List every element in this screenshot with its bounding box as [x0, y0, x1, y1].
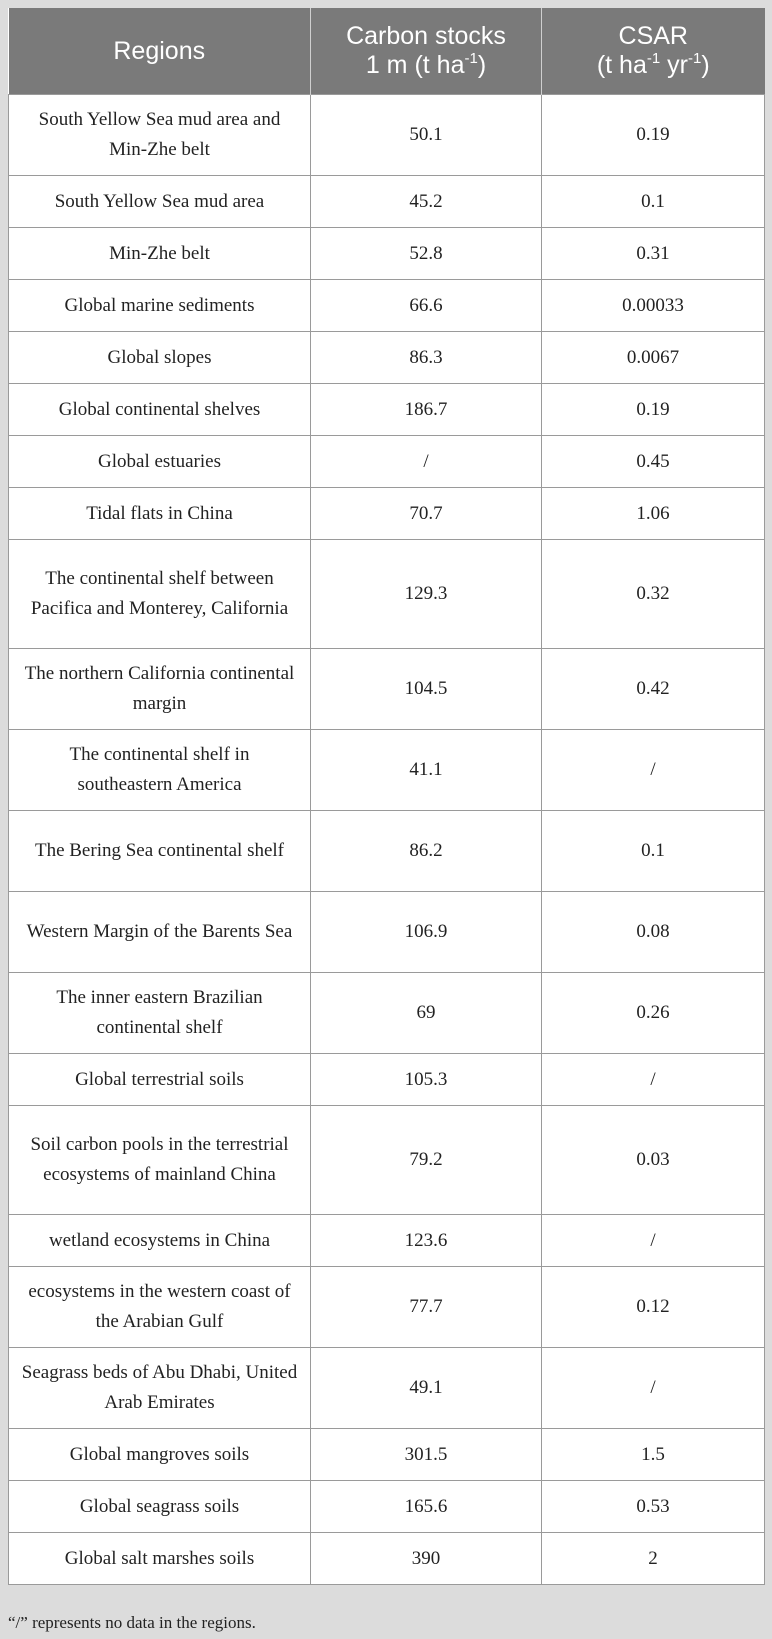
region-cell: The continental shelf in southeastern America [9, 730, 311, 811]
header-carbon-unit: 1 m (t $ha^{-1}$) [365, 49, 487, 79]
csar-cell: 1.06 [542, 488, 765, 540]
carbon-stock-cell: 41.1 [311, 730, 542, 811]
region-cell: Global seagrass soils [9, 1481, 311, 1533]
csar-cell: / [542, 1215, 765, 1267]
carbon-stock-cell: 77.7 [311, 1267, 542, 1348]
region-cell: ecosystems in the western coast of the Arabian Gulf [9, 1267, 311, 1348]
table-row [9, 811, 765, 892]
region-cell: wetland ecosystems in China [9, 1215, 311, 1267]
region-cell: Seagrass beds of Abu Dhabi, United Arab Emirates [9, 1348, 311, 1429]
table-body [9, 95, 765, 1585]
carbon-stock-cell: 45.2 [311, 176, 542, 228]
carbon-stock-cell: 165.6 [311, 1481, 542, 1533]
region-cell: Tidal flats in China [9, 488, 311, 540]
csar-cell: 1.5 [542, 1429, 765, 1481]
table-row [9, 540, 765, 649]
csar-cell: 0.32 [542, 540, 765, 649]
table-row [9, 488, 765, 540]
carbon-stock-cell: 86.2 [311, 811, 542, 892]
table-row [9, 1215, 765, 1267]
header-regions: Regions [9, 8, 311, 95]
region-cell: The Bering Sea continental shelf [9, 811, 311, 892]
table-row [9, 1106, 765, 1215]
table-row [9, 649, 765, 730]
csar-cell: 0.1 [542, 176, 765, 228]
carbon-stocks-table [8, 8, 765, 1585]
header-carbon-main: Carbon stocks [346, 22, 506, 50]
table-row [9, 973, 765, 1054]
table-footnote: “/” represents no data in the regions. [8, 1613, 256, 1632]
region-cell: The northern California continental margin [9, 649, 311, 730]
carbon-stock-cell: 301.5 [311, 1429, 542, 1481]
carbon-stock-cell: 106.9 [311, 892, 542, 973]
carbon-stock-cell: 52.8 [311, 228, 542, 280]
region-cell: The continental shelf between Pacifica and Monterey, California [9, 540, 311, 649]
region-cell: Min-Zhe belt [9, 228, 311, 280]
table-row [9, 1348, 765, 1429]
carbon-stock-cell: 105.3 [311, 1054, 542, 1106]
csar-cell: 0.08 [542, 892, 765, 973]
region-cell: The inner eastern Brazilian continental shelf [9, 973, 311, 1054]
csar-cell: 0.12 [542, 1267, 765, 1348]
table-row [9, 730, 765, 811]
carbon-stock-cell: 129.3 [311, 540, 542, 649]
carbon-stock-cell: / [311, 436, 542, 488]
region-cell: Global terrestrial soils [9, 1054, 311, 1106]
table-row [9, 280, 765, 332]
region-cell: Global marine sediments [9, 280, 311, 332]
header-row [9, 8, 765, 95]
carbon-stock-cell: 79.2 [311, 1106, 542, 1215]
csar-cell: 0.45 [542, 436, 765, 488]
header-csar [542, 8, 765, 95]
region-cell: Global mangroves soils [9, 1429, 311, 1481]
table-row [9, 1533, 765, 1585]
header-csar-unit: (t $ha^{-1}$ $yr^{-1}$) [596, 49, 710, 79]
table-row [9, 95, 765, 176]
csar-cell: 0.1 [542, 811, 765, 892]
carbon-stock-cell: 86.3 [311, 332, 542, 384]
region-cell: Global continental shelves [9, 384, 311, 436]
table-row [9, 436, 765, 488]
table-row [9, 1481, 765, 1533]
carbon-stock-cell: 123.6 [311, 1215, 542, 1267]
carbon-stock-cell: 390 [311, 1533, 542, 1585]
table-row [9, 1267, 765, 1348]
csar-cell: 0.31 [542, 228, 765, 280]
table-row [9, 228, 765, 280]
region-cell: Global salt marshes soils [9, 1533, 311, 1585]
table-row [9, 176, 765, 228]
csar-cell: / [542, 1348, 765, 1429]
csar-cell: 0.26 [542, 973, 765, 1054]
csar-cell: / [542, 730, 765, 811]
carbon-stock-cell: 186.7 [311, 384, 542, 436]
csar-cell: 0.19 [542, 95, 765, 176]
header-csar-main: CSAR [618, 22, 688, 50]
region-cell: Western Margin of the Barents Sea [9, 892, 311, 973]
csar-cell: 2 [542, 1533, 765, 1585]
region-cell: Soil carbon pools in the terrestrial ecosystems of mainland China [9, 1106, 311, 1215]
carbon-stock-cell: 49.1 [311, 1348, 542, 1429]
region-cell: South Yellow Sea mud area and Min-Zhe belt [9, 95, 311, 176]
region-cell: Global estuaries [9, 436, 311, 488]
carbon-stock-cell: 69 [311, 973, 542, 1054]
region-cell: South Yellow Sea mud area [9, 176, 311, 228]
csar-cell: 0.0067 [542, 332, 765, 384]
table-row [9, 892, 765, 973]
csar-cell: 0.03 [542, 1106, 765, 1215]
table-header [9, 8, 765, 95]
carbon-stock-cell: 104.5 [311, 649, 542, 730]
table-row [9, 1429, 765, 1481]
carbon-stock-cell: 70.7 [311, 488, 542, 540]
table-row [9, 1054, 765, 1106]
csar-cell: 0.53 [542, 1481, 765, 1533]
table-row [9, 384, 765, 436]
csar-cell: / [542, 1054, 765, 1106]
carbon-stock-cell: 50.1 [311, 95, 542, 176]
csar-cell: 0.42 [542, 649, 765, 730]
region-cell: Global slopes [9, 332, 311, 384]
csar-cell: 0.19 [542, 384, 765, 436]
header-carbon-stocks [311, 8, 542, 95]
table-row [9, 332, 765, 384]
csar-cell: 0.00033 [542, 280, 765, 332]
carbon-stock-cell: 66.6 [311, 280, 542, 332]
